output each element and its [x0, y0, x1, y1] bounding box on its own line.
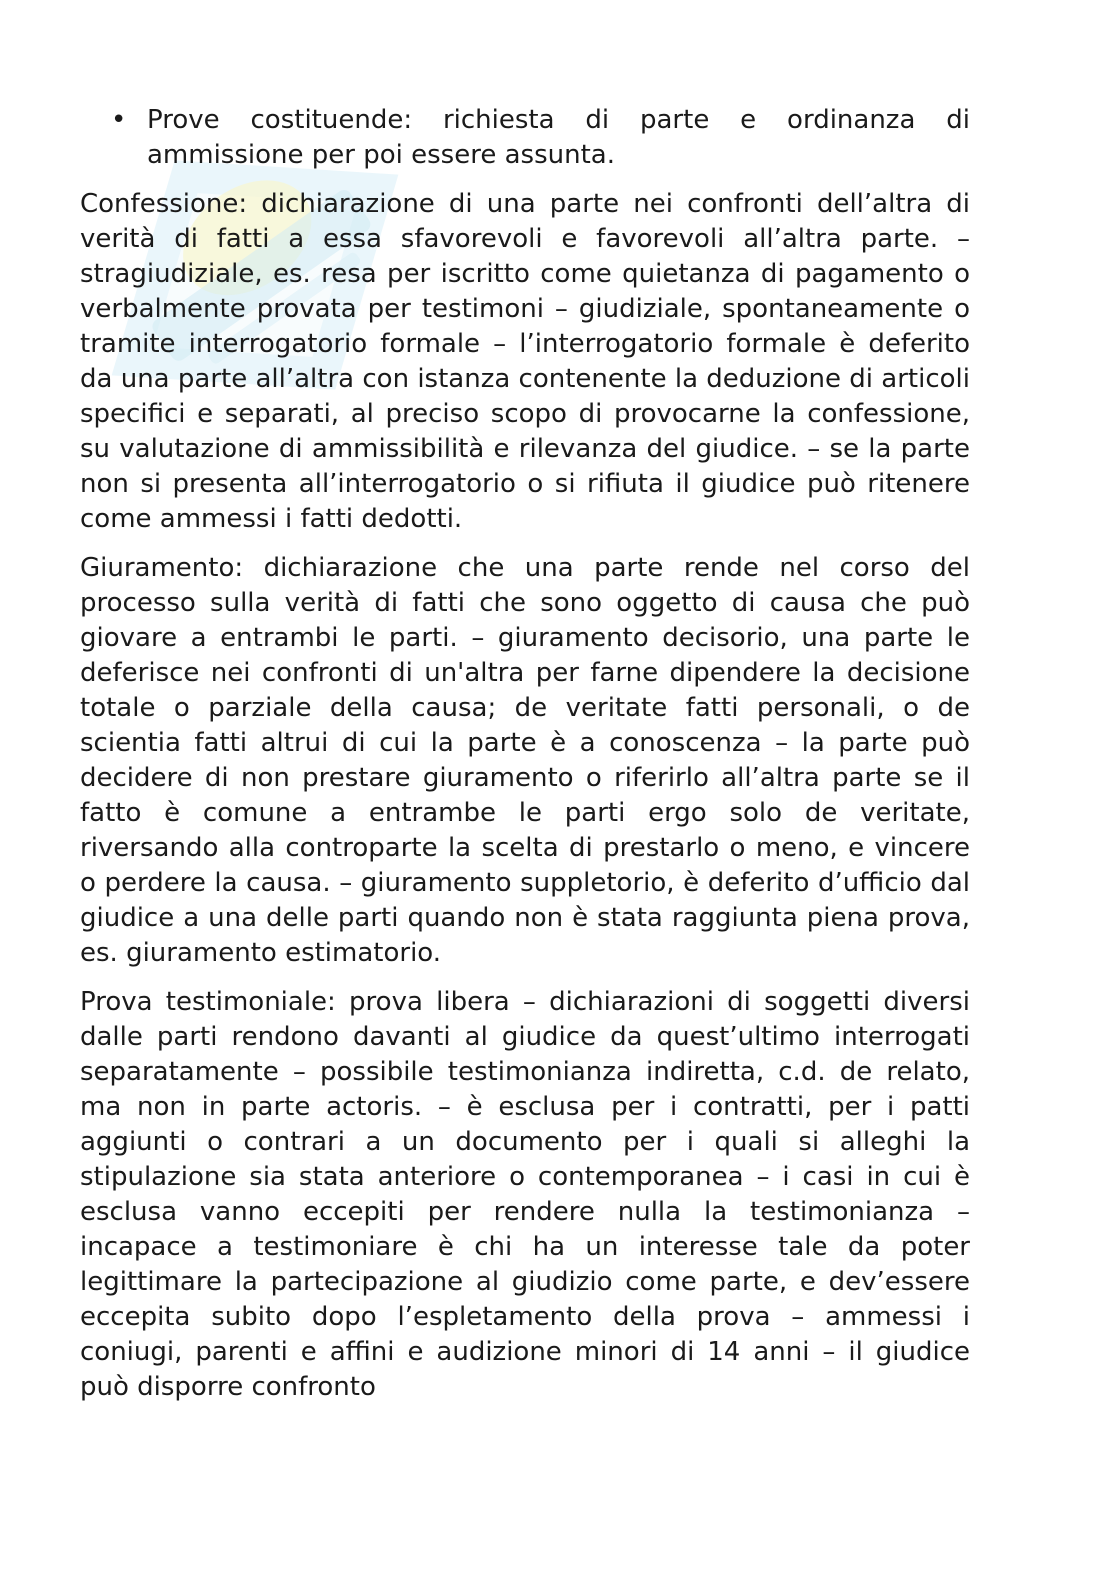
paragraph-giuramento: Giuramento: dichiarazione che una parte rende nel corso del processo sulla verità di fatti che sono oggetto di causa che può giovare a entrambi le parti. – giuramento decisorio, una parte le deferisce nei confronti di un'altra per farne dipendere la decisione totale o parziale della causa; de veritate fatti personali, o de scientia fatti altrui di cui la parte è a conoscenza – la parte può decidere di non prestare giuramento o riferirlo all’altra parte se il fatto è comune a entrambe le parti ergo solo de veritate, riversando alla controparte la scelta di prestarlo o meno, e vincere o perdere la causa. – giuramento suppletorio, è deferito d’ufficio dal giudice a una delle parti quando non è stata raggiunta piena prova, es. giuramento estimatorio. — [80, 553, 970, 968]
bullet-icon: • — [111, 105, 127, 135]
paragraph-prova-testimoniale: Prova testimoniale: prova libera – dichiarazioni di soggetti diversi dalle parti rendono davanti al giudice da quest’ultimo interrogati separatamente – possibile testimonianza indiretta, c.d. de relato, ma non in parte actoris. – è esclusa per i contratti, per i patti aggiunti o contrari a un documento per i quali si alleghi la stipulazione sia stata anteriore o contemporanea – i casi in cui è esclusa vanno eccepiti per rendere nulla la testimonianza – incapace a testimoniare è chi ha un interesse tale da poter legittimare la partecipazione al giudizio come parte, e dev’essere eccepita subito dopo l’espletamento della prova – ammessi i coniugi, parenti e affini e audizione minori di 14 anni – il giudice può disporre confronto — [80, 987, 970, 1402]
bullet-list — [80, 103, 970, 173]
paragraph-confessione: Confessione: dichiarazione di una parte nei confronti dell’altra di verità di fatti a essa sfavorevoli e favorevoli all’altra parte. – stragiudiziale, es. resa per iscritto come quietanza di pagamento o verbalmente provata per testimoni – giudiziale, spontaneamente o tramite interrogatorio formale – l’interrogatorio formale è deferito da una parte all’altra con istanza contenente la deduzione di articoli specifici e separati, al preciso scopo di provocarne la confessione, su valutazione di ammissibilità e rilevanza del giudice. – se la parte non si presenta all’interrogatorio o si rifiuta il giudice può ritenere come ammessi i fatti dedotti. — [80, 189, 970, 534]
document-page — [80, 103, 970, 1419]
bullet-text: Prove costituende: richiesta di parte e ordinanza di ammissione per poi essere assunta. — [147, 105, 970, 170]
bullet-item — [111, 103, 970, 173]
